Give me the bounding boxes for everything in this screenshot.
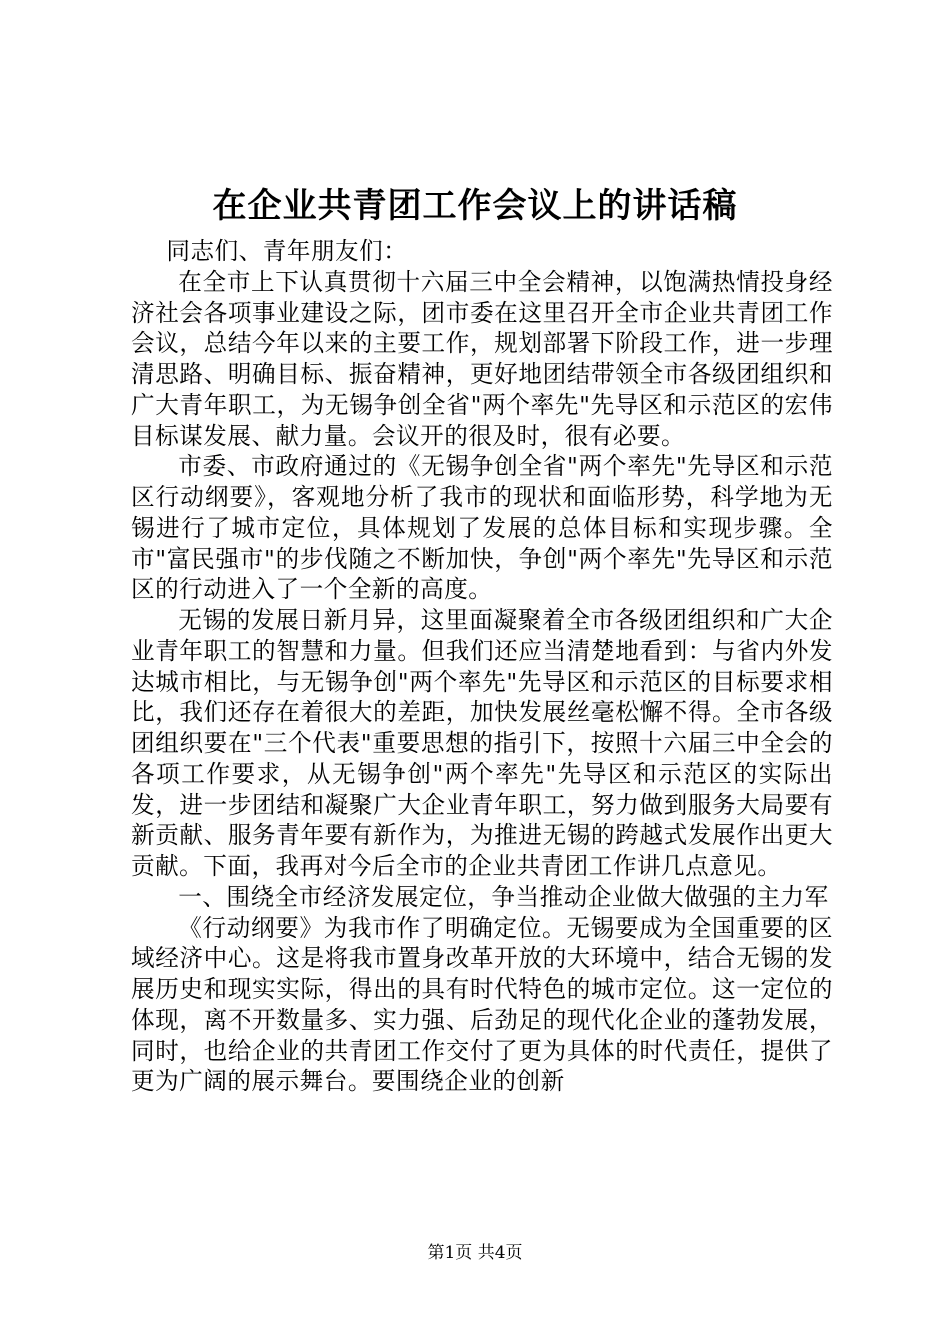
body-paragraph: 《行动纲要》为我市作了明确定位。无锡要成为全国重要的区域经济中心。这是将我市置身改革开放的大环境中，结合无锡的发展历史和现实实际，得出的具有时代特色的城市定位。这一定位的体现，离不开数量多、实力强、后劲足的现代化企业的蓬勃发展，同时，也给企业的共青团工作交付了更为具体的时代责任，提供了更为广阔的展示舞台。要围绕企业的创新 bbox=[131, 913, 833, 1096]
body-paragraph: 在全市上下认真贯彻十六届三中全会精神，以饱满热情投身经济社会各项事业建设之际，团市委在这里召开全市企业共青团工作会议，总结今年以来的主要工作，规划部署下阶段工作，进一步理清思路、明确目标、振奋精神，更好地团结带领全市各级团组织和广大青年职工，为无锡争创全省"两个率先"先导区和示范区的宏伟目标谋发展、献力量。会议开的很及时，很有必要。 bbox=[131, 267, 833, 450]
section-heading: 一、围绕全市经济发展定位，争当推动企业做大做强的主力军 bbox=[178, 882, 829, 911]
salutation-paragraph: 同志们、青年朋友们： bbox=[166, 237, 408, 265]
document-title: 在企业共青团工作会议上的讲话稿 bbox=[212, 186, 738, 226]
body-paragraph: 无锡的发展日新月异，这里面凝聚着全市各级团组织和广大企业青年职工的智慧和力量。但我们还应当清楚地看到：与省内外发达城市相比，与无锡争创"两个率先"先导区和示范区的目标要求相比，我们还存在着很大的差距，加快发展丝毫松懈不得。全市各级团组织要在"三个代表"重要思想的指引下，按照十六届三中全会的各项工作要求，从无锡争创"两个率先"先导区和示范区的实际出发，进一步团结和凝聚广大企业青年职工，努力做到服务大局要有新贡献、服务青年要有新作为，为推进无锡的跨越式发展作出更大贡献。下面，我再对今后全市的企业共青团工作讲几点意见。 bbox=[131, 606, 833, 880]
page-number-footer: 第1页 共4页 bbox=[427, 1243, 523, 1263]
body-paragraph: 市委、市政府通过的《无锡争创全省"两个率先"先导区和示范区行动纲要》，客观地分析了我市的现状和面临形势，科学地为无锡进行了城市定位，具体规划了发展的总体目标和实现步骤。全市"富民强市"的步伐随之不断加快，争创"两个率先"先导区和示范区的行动进入了一个全新的高度。 bbox=[131, 452, 833, 604]
document-body bbox=[131, 236, 833, 1097]
